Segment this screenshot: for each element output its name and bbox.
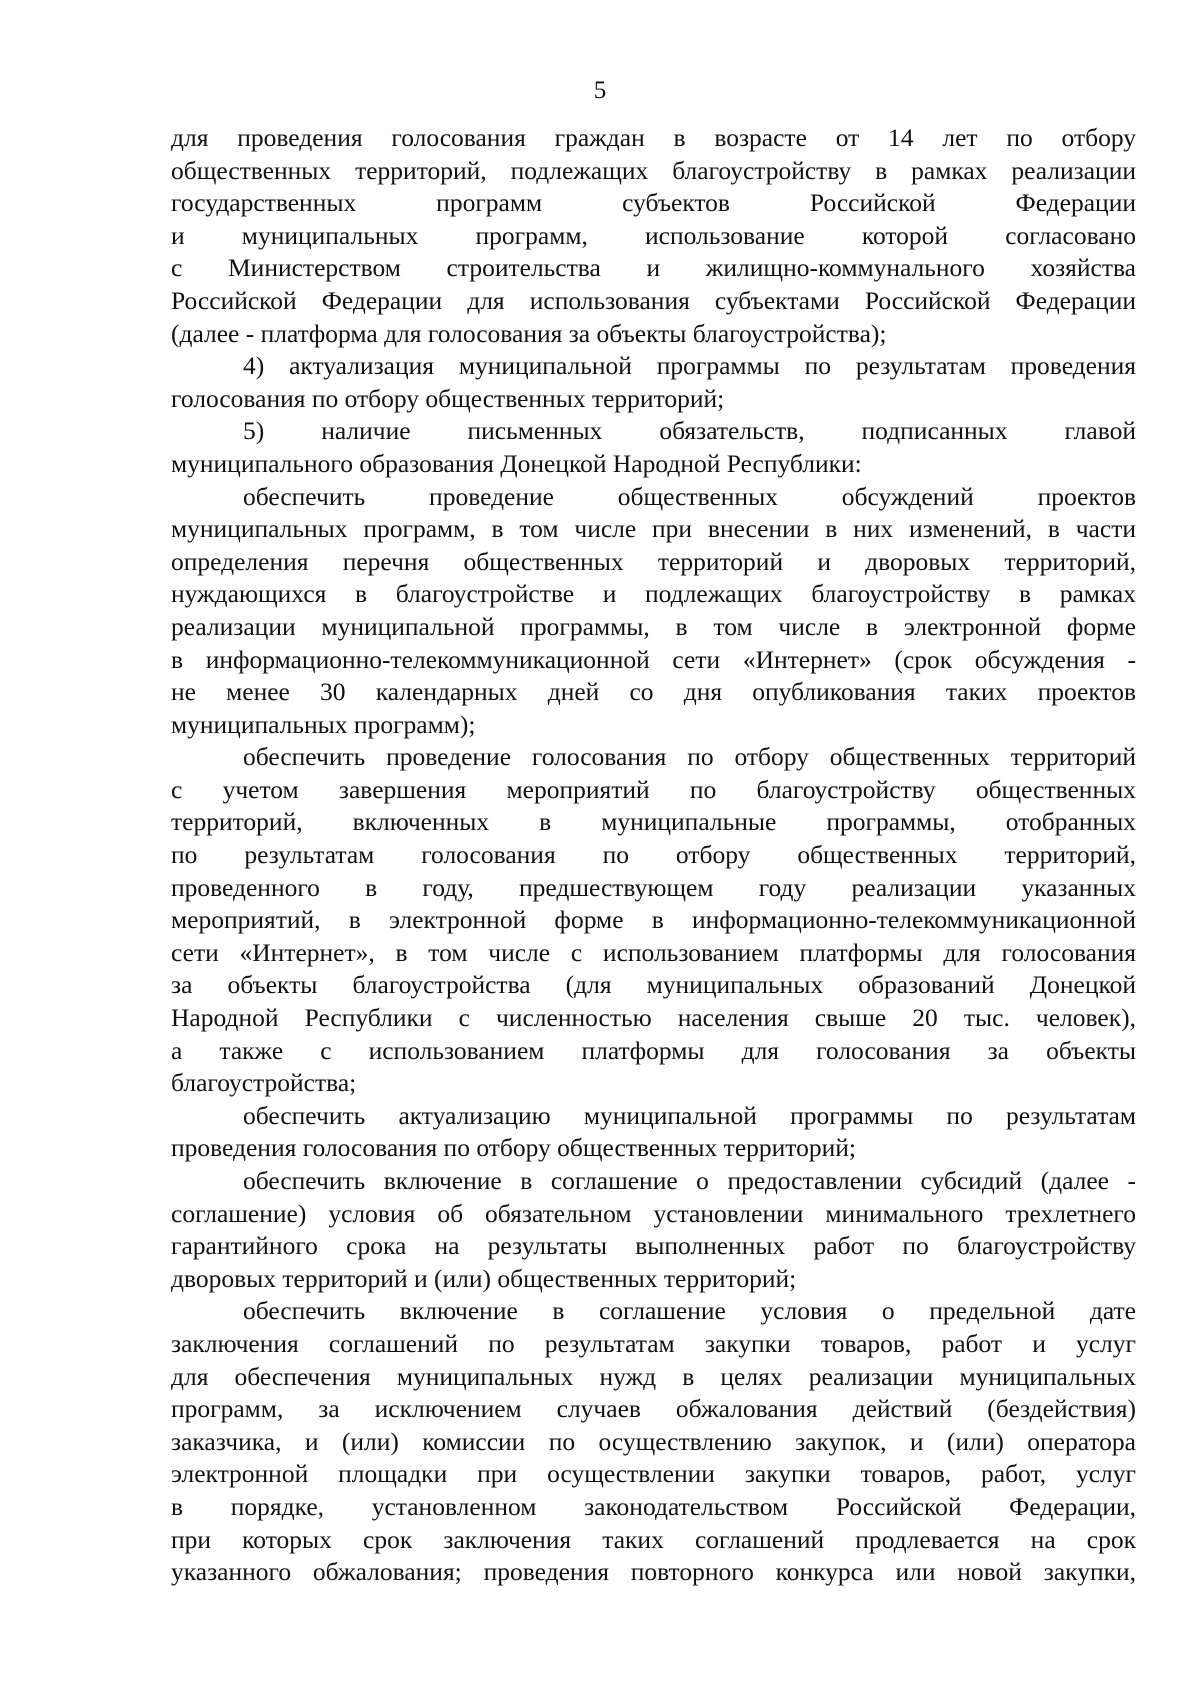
- paragraph: [171, 415, 1136, 480]
- text-line: за объекты благоустройства (для муниципальных образований Донецкой: [171, 970, 1136, 1000]
- text-line: для проведения голосования граждан в возрасте от 14 лет по отбору: [171, 123, 1136, 152]
- paragraph: [171, 481, 1136, 742]
- text-line: реализации муниципальной программы, в том числе в электронной форме: [171, 611, 1136, 641]
- paragraph: [171, 741, 1136, 1100]
- text-line: муниципальных программ);: [171, 709, 476, 739]
- text-line: указанного обжалования; проведения повторного конкурса или новой закупки,: [171, 1557, 1136, 1587]
- text-line: 4) актуализация муниципальной программы по результатам проведения: [243, 351, 1136, 381]
- text-line: мероприятий, в электронной форме в информационно-телекоммуникационной: [171, 905, 1136, 935]
- text-line: гарантийного срока на результаты выполненных работ по благоустройству: [171, 1231, 1136, 1261]
- text-line: территорий, включенных в муниципальные программы, отобранных: [171, 807, 1136, 837]
- text-line: определения перечня общественных территорий и дворовых территорий,: [171, 546, 1136, 576]
- text-line: и муниципальных программ, использование которой согласовано: [171, 220, 1136, 250]
- paragraph: [171, 350, 1136, 415]
- text-line: 5) наличие письменных обязательств, подписанных главой: [243, 416, 1136, 446]
- text-line: в порядке, установленном законодательством Российской Федерации,: [171, 1491, 1136, 1521]
- text-line: а также с использованием платформы для голосования за объекты: [171, 1035, 1136, 1065]
- paragraph: [171, 122, 1136, 350]
- text-line: проведенного в году, предшествующем году реализации указанных: [171, 872, 1136, 902]
- text-line: заключения соглашений по результатам закупки товаров, работ и услуг: [171, 1328, 1136, 1358]
- text-line: программ, за исключением случаев обжалования действий (бездействия): [171, 1394, 1136, 1424]
- text-line: голосования по отбору общественных территорий;: [171, 383, 725, 413]
- text-line: благоустройства;: [171, 1068, 357, 1098]
- text-line: проведения голосования по отбору общественных территорий;: [171, 1133, 856, 1163]
- text-line: (далее - платформа для голосования за объекты благоустройства);: [171, 318, 887, 348]
- text-line: общественных территорий, подлежащих благоустройству в рамках реализации: [171, 155, 1136, 185]
- text-line: сети «Интернет», в том числе с использованием платформы для голосования: [171, 937, 1136, 967]
- text-line: с учетом завершения мероприятий по благоустройству общественных: [171, 774, 1136, 804]
- text-line: муниципальных программ, в том числе при внесении в них изменений, в части: [171, 514, 1136, 544]
- text-line: обеспечить актуализацию муниципальной программы по результатам: [243, 1100, 1136, 1130]
- text-line: обеспечить включение в соглашение условия о предельной дате: [243, 1296, 1136, 1326]
- text-line: не менее 30 календарных дней со дня опубликования таких проектов: [171, 677, 1136, 707]
- text-line: муниципального образования Донецкой Народной Республики:: [171, 448, 862, 478]
- text-line: обеспечить включение в соглашение о предоставлении субсидий (далее -: [243, 1166, 1136, 1195]
- text-line: Народной Республики с численностью населения свыше 20 тыс. человек),: [171, 1003, 1136, 1033]
- paragraph: [171, 1295, 1136, 1588]
- paragraph: [171, 1165, 1136, 1295]
- text-line: электронной площадки при осуществлении закупки товаров, работ, услуг: [171, 1459, 1136, 1489]
- text-line: нуждающихся в благоустройстве и подлежащих благоустройству в рамках: [171, 579, 1136, 609]
- text-line: при которых срок заключения таких соглашений продлевается на срок: [171, 1524, 1136, 1554]
- document-body: [171, 122, 1136, 1589]
- text-line: обеспечить проведение общественных обсуждений проектов: [243, 481, 1136, 511]
- text-line: с Министерством строительства и жилищно-коммунального хозяйства: [171, 253, 1136, 283]
- page-number: 5: [593, 77, 607, 104]
- text-line: по результатам голосования по отбору общественных территорий,: [171, 840, 1136, 870]
- text-line: соглашение) условия об обязательном установлении минимального трехлетнего: [171, 1198, 1136, 1228]
- text-line: государственных программ субъектов Российской Федерации: [171, 188, 1136, 218]
- paragraph: [171, 1100, 1136, 1165]
- text-line: Российской Федерации для использования субъектами Российской Федерации: [171, 285, 1136, 315]
- text-line: в информационно-телекоммуникационной сети «Интернет» (срок обсуждения -: [171, 644, 1136, 674]
- text-line: дворовых территорий и (или) общественных территорий;: [171, 1263, 797, 1293]
- text-line: для обеспечения муниципальных нужд в целях реализации муниципальных: [171, 1361, 1136, 1391]
- text-line: заказчика, и (или) комиссии по осуществлению закупок, и (или) оператора: [171, 1426, 1136, 1456]
- text-line: обеспечить проведение голосования по отбору общественных территорий: [243, 742, 1136, 772]
